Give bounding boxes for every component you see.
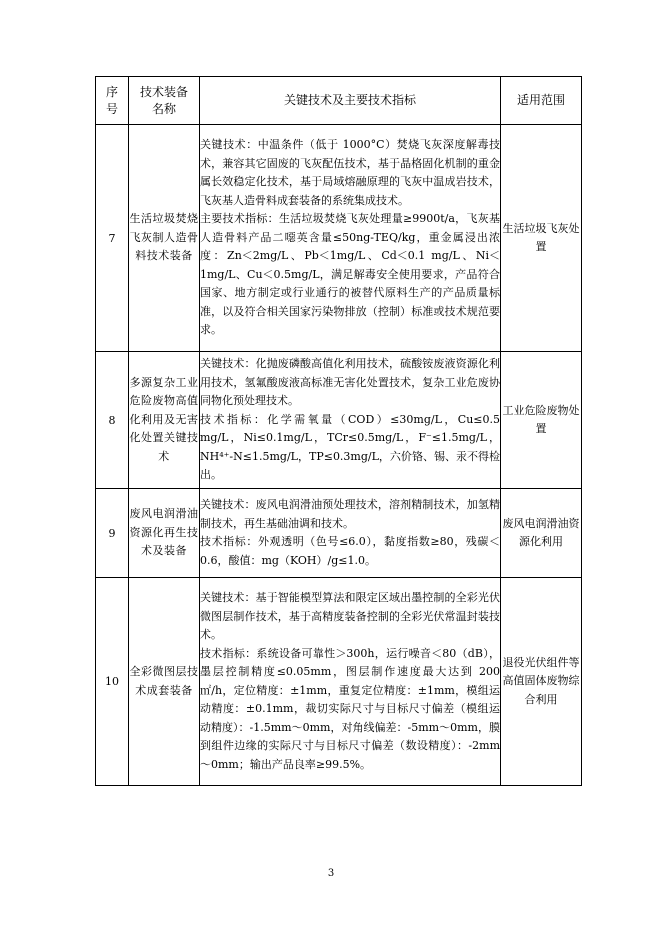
row-seq: 10	[96, 578, 129, 786]
row-scope: 生活垃圾飞灰处置	[501, 125, 582, 352]
header-scope: 适用范围	[501, 77, 582, 125]
row-name: 多源复杂工业危险废物高值化利用及无害化处置关键技术	[129, 352, 200, 489]
row-indicators: 主要技术指标：生活垃圾焚烧飞灰处理量≥9900t/a，飞灰基人造骨料产品二噁英含量≤50ng-TEQ/kg，重金属浸出浓度：Zn＜2mg/L、Pb＜1mg/L、Cd＜0.1 mg/L、Ni＜1mg/L、Cu＜0.5mg/L，满足解毒安全使用要求，产品符合国家、地方制定或行业通行的被替代原料生产的产品质量标准，以及符合相关国家污染物排放（控制）标准或技术规范要求。	[200, 212, 500, 337]
header-seq: 序号	[96, 77, 129, 125]
row-name: 生活垃圾焚烧飞灰制人造骨料技术装备	[129, 125, 200, 352]
header-name: 技术装备名称	[129, 77, 200, 125]
row-indicators: 技术指标：化学需氧量（COD）≤30mg/L，Cu≤0.5 mg/L，Ni≤0.1mg/L，TCr≤0.5mg/L，F⁻≤1.5mg/L，NH⁴⁺-N≤1.5mg/L，TP≤0.3mg/L，六价铬、锡、汞不得检出。	[200, 412, 500, 482]
row-scope: 废风电润滑油资源化利用	[501, 489, 582, 578]
row-tech	[200, 352, 501, 489]
row-key-tech: 关键技术：中温条件（低于 1000°C）焚烧飞灰深度解毒技术，兼容其它固废的飞灰配伍技术，基于晶格固化机制的重金属长效稳定化技术，基于局域熔融原理的飞灰中温成岩技术，飞灰基人造骨料成套装备的系统集成技术。	[200, 138, 500, 207]
table-header-row	[96, 77, 582, 125]
row-scope: 退役光伏组件等高值固体废物综合利用	[501, 578, 582, 786]
page-number: 3	[327, 868, 335, 879]
table-row	[96, 578, 582, 786]
row-key-tech: 关键技术：废风电润滑油预处理技术，溶剂精制技术，加氢精制技术，再生基础油调和技术。	[200, 498, 500, 530]
row-key-tech: 关键技术：化抛废磷酸高值化利用技术，硫酸铵废液资源化利用技术，氢氟酸废液高标准无害化处置技术，复杂工业危废协同物化预处理技术。	[200, 357, 500, 408]
row-seq: 9	[96, 489, 129, 578]
table-row	[96, 125, 582, 352]
row-scope: 工业危险废物处置	[501, 352, 582, 489]
row-tech	[200, 489, 501, 578]
row-seq: 7	[96, 125, 129, 352]
table-row	[96, 352, 582, 489]
row-tech	[200, 125, 501, 352]
row-key-tech: 关键技术：基于智能模型算法和限定区域出墨控制的全彩光伏微图层制作技术，基于高精度装备控制的全彩光伏常温封装技术。	[200, 591, 500, 641]
row-tech	[200, 578, 501, 786]
row-indicators: 技术指标：外观透明（色号≤6.0），黏度指数≥80，残碳＜0.6，酸值：mg（KOH）/g≤1.0。	[200, 535, 500, 567]
row-name: 废风电润滑油资源化再生技术及装备	[129, 489, 200, 578]
row-seq: 8	[96, 352, 129, 489]
header-tech: 关键技术及主要技术指标	[200, 77, 501, 125]
row-indicators: 技术指标：系统设备可靠性＞300h，运行噪音＜80（dB），墨层控制精度≤0.05mm，图层制作速度最大达到 200 ㎡/h，定位精度：±1mm，重复定位精度：±1mm，模组运动精度：±0.1mm，裁切实际尺寸与目标尺寸偏差（模组运动精度）：-1.5mm～0mm，对角线偏差：-5mm～0mm，膜到组件边缘的实际尺寸与目标尺寸偏差（数设精度）：-2mm～0mm；输出产品良率≥99.5%。	[200, 646, 500, 771]
table-row	[96, 489, 582, 578]
row-name: 全彩微图层技术成套装备	[129, 578, 200, 786]
technology-table	[95, 76, 582, 786]
